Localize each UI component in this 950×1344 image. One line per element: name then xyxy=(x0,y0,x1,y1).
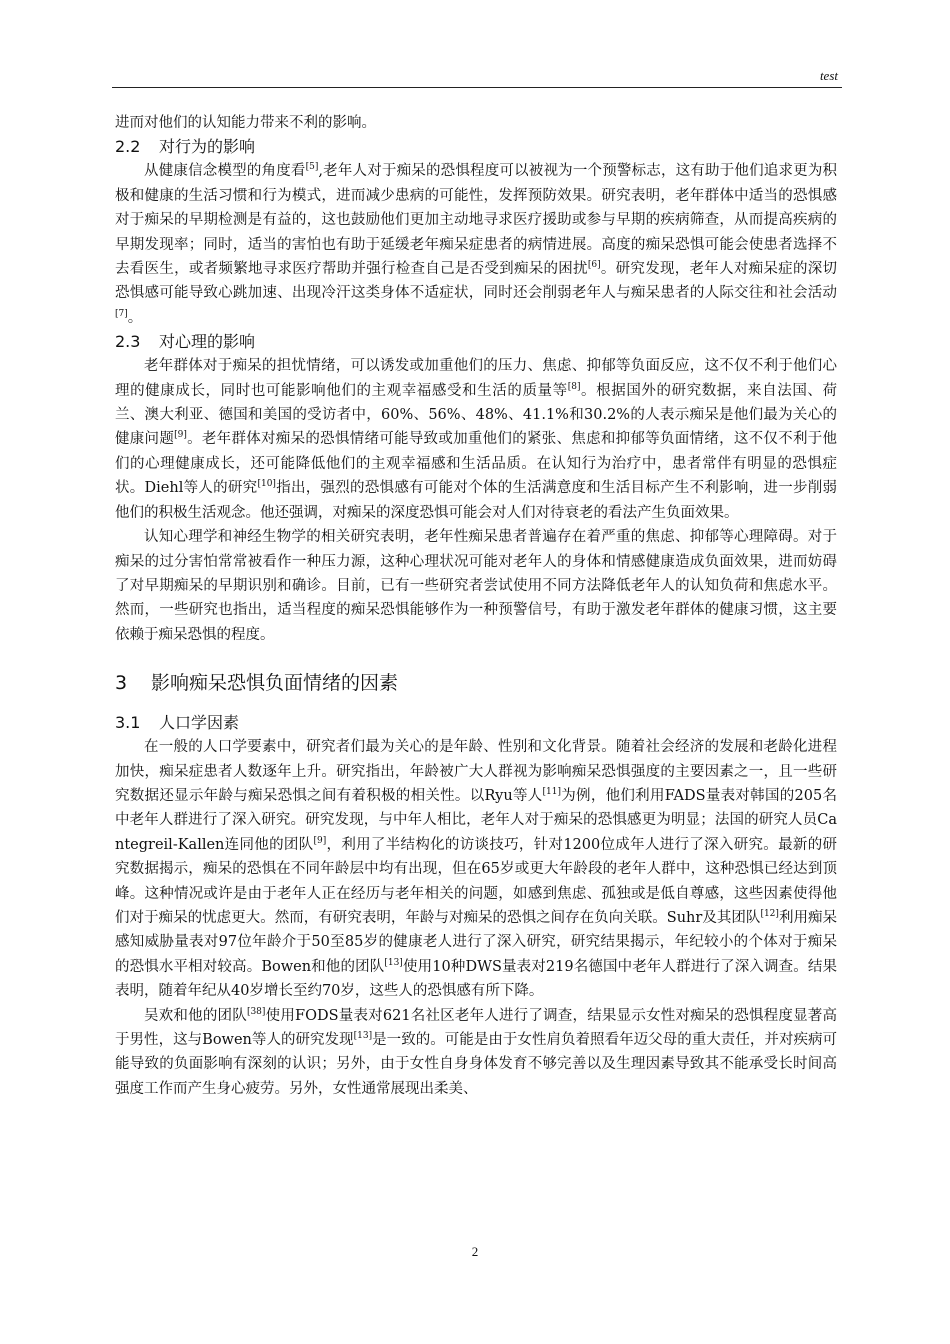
paragraph-text: 。研究发现，老年人对痴呆症的深切恐惧感可能导致心跳加速、出现冷汗这类身体不适症状，同时还会削弱老年人与痴呆患者的人际交往和社会活动 xyxy=(115,261,838,302)
paragraph-text: 使用FODS量表对621名社区老年人进行了调查，结果显示女性对痴呆的恐惧程度显著高于男性，这与Bowen等人的研究发现 xyxy=(115,1007,837,1048)
paragraph-text: 指出，强烈的恐惧感有可能对个体的生活满意度和生活目标产生不利影响，进一步削弱他们的积极生活观念。他还强调，对痴呆的深度恐惧可能会对人们对待衰老的看法产生负面效果。 xyxy=(115,480,838,521)
heading-title: 影响痴呆恐惧负面情绪的因素 xyxy=(151,672,399,695)
citation-ref: [38] xyxy=(246,1006,266,1017)
paragraph xyxy=(115,111,837,135)
citation-ref: [12] xyxy=(760,908,779,919)
citation-ref: [10] xyxy=(257,479,276,490)
paragraph xyxy=(115,1004,837,1102)
paragraph-text: 为例，他们利用FADS量表对韩国的205名中老年人群进行了深入研究。研究发现，与中年人相比，老年人对于痴呆的恐惧感更为明显；法国的研究人员Cantegreil-Kallen连同他的团队 xyxy=(115,787,837,853)
heading-title: 人口学因素 xyxy=(159,713,240,733)
citation-ref: [11] xyxy=(542,786,561,797)
citation-ref: [5] xyxy=(305,162,319,173)
paragraph-text: ，利用了半结构化的访谈技巧，针对1200位成年人进行了深入研究。最新的研究数据揭示，痴呆的恐惧在不同年龄层中均有出现，但在65岁或更大年龄段的老年人群中，这种恐惧已经达到顶峰。这种情况或许是由于老年人正在经历与老年相关的问题，如感到焦虑、孤独或是低自尊感，这些因素使得他们对于痴呆的忧虑更大。然而，有研究表明，年龄与对痴呆的恐惧之间存在负向关联。Suhr及其团队 xyxy=(115,836,837,926)
paragraph-text: ,老年人对于痴呆的恐惧程度可以被视为一个预警标志，这有助于他们追求更为积极和健康的生活习惯和行为模式，进而减少患病的可能性，发挥预防效果。研究表明，老年群体中适当的恐惧感对于痴呆的早期检测是有益的，这也鼓励他们更加主动地寻求医疗援助或参与早期的疾病筛查，从而提高疾病的早期发现率；同时，适当的害怕也有助于延缓老年痴呆症患者的病情进展。高度的痴呆恐惧可能会使患者选择不去看医生，或者频繁地寻求医疗帮助并强行检查自己是否受到痴呆的困扰 xyxy=(115,163,838,278)
paragraph-text: 在一般的人口学要素中，研究者们最为关心的是年龄、性别和文化背景。随着社会经济的发展和老龄化进程加快，痴呆症患者人数逐年上升。研究指出，年龄被广大人群视为影响痴呆恐惧强度的主要因素之一，且一些研究数据还显示年龄与痴呆恐惧之间有着积极的相关性。以Ryu等人 xyxy=(115,739,837,804)
citation-ref: [13] xyxy=(353,1031,373,1041)
subsection-heading xyxy=(115,135,837,159)
paragraph-text: 利用痴呆感知威胁量表对97位年龄介于50至85岁的健康老人进行了深入研究，研究结果揭示，年纪较小的个体对于痴呆的恐惧水平相对较高。Bowen和他的团队 xyxy=(115,909,838,975)
running-header: test xyxy=(819,68,838,83)
paragraph xyxy=(115,525,837,647)
paragraph-text: 认知心理学和神经生物学的相关研究表明，老年性痴呆患者普遍存在着严重的焦虑、抑郁等心理障碍。对于痴呆的过分害怕常常被看作一种压力源，这种心理状况可能对老年人的身体和情感健康造成负面效果，进而妨碍了对早期痴呆的早期识别和确诊。目前，已有一些研究者尝试使用不同方法降低老年人的认知负荷和焦虑水平。然而，一些研究也指出，适当程度的痴呆恐惧能够作为一种预警信号，有助于激发老年群体的健康习惯，这主要依赖于痴呆恐惧的程度。 xyxy=(115,529,837,643)
paragraph-text: 进而对他们的认知能力带来不利的影响。 xyxy=(115,115,376,131)
heading-number: 2.3 xyxy=(115,332,141,352)
document-body xyxy=(115,111,837,1101)
paragraph-text: 是一致的。可能是由于女性肩负着照看年迈父母的重大责任，并对疾病可能导致的负面影响有深刻的认识；另外，由于女性自身身体发育不够完善以及生理因素导致其不能承受长时间高强度工作而产生身心疲劳。另外，女性通常展现出柔美、 xyxy=(115,1032,838,1097)
paragraph-text: 吴欢和他的团队 xyxy=(144,1007,247,1024)
page-number: 2 xyxy=(471,1244,479,1259)
header-rule xyxy=(112,87,842,88)
citation-ref: [8] xyxy=(567,381,581,392)
paragraph xyxy=(115,735,837,1003)
heading-title: 对行为的影响 xyxy=(159,137,256,157)
citation-ref: [9] xyxy=(313,835,327,846)
citation-ref: [9] xyxy=(174,430,187,441)
citation-ref: [13] xyxy=(384,957,403,968)
paragraph-text: 从健康信念模型的角度看 xyxy=(144,163,306,180)
citation-ref: [7] xyxy=(115,308,128,319)
paragraph-text: 。 xyxy=(127,309,143,326)
paragraph xyxy=(115,159,837,330)
paragraph xyxy=(115,354,837,525)
heading-title: 对心理的影响 xyxy=(159,332,256,352)
paragraph-text: 老年群体对于痴呆的担忧情绪，可以诱发或加重他们的压力、焦虑、抑郁等负面反应，这不仅不利于他们心理的健康成长，同时也可能影响他们的主观幸福感受和生活的质量等 xyxy=(115,358,837,399)
paragraph-text: 使用10种DWS量表对219名德国中老年人群进行了深入调查。结果表明，随着年纪从40岁增长至约70岁，这些人的恐惧感有所下降。 xyxy=(115,958,837,1000)
paragraph-text: 。根据国外的研究数据，来自法国、荷兰、澳大利亚、德国和美国的受访者中，60%、56%、48%、41.1%和30.2%的人表示痴呆是他们最为关心的健康问题 xyxy=(115,382,838,448)
section-heading xyxy=(115,669,837,697)
paragraph-text: 。老年群体对痴呆的恐惧情绪可能导致或加重他们的紧张、焦虑和抑郁等负面情绪，这不仅不利于他们的心理健康成长，还可能降低他们的主观幸福感和生活品质。在认知行为治疗中，患者常伴有明显的恐惧症状。Diehl等人的研究 xyxy=(115,431,838,497)
heading-number: 3.1 xyxy=(115,713,141,733)
heading-number: 2.2 xyxy=(115,137,141,157)
citation-ref: [6] xyxy=(587,260,601,271)
subsection-heading xyxy=(115,330,837,354)
subsection-heading xyxy=(115,711,837,735)
heading-number: 3 xyxy=(115,672,128,695)
